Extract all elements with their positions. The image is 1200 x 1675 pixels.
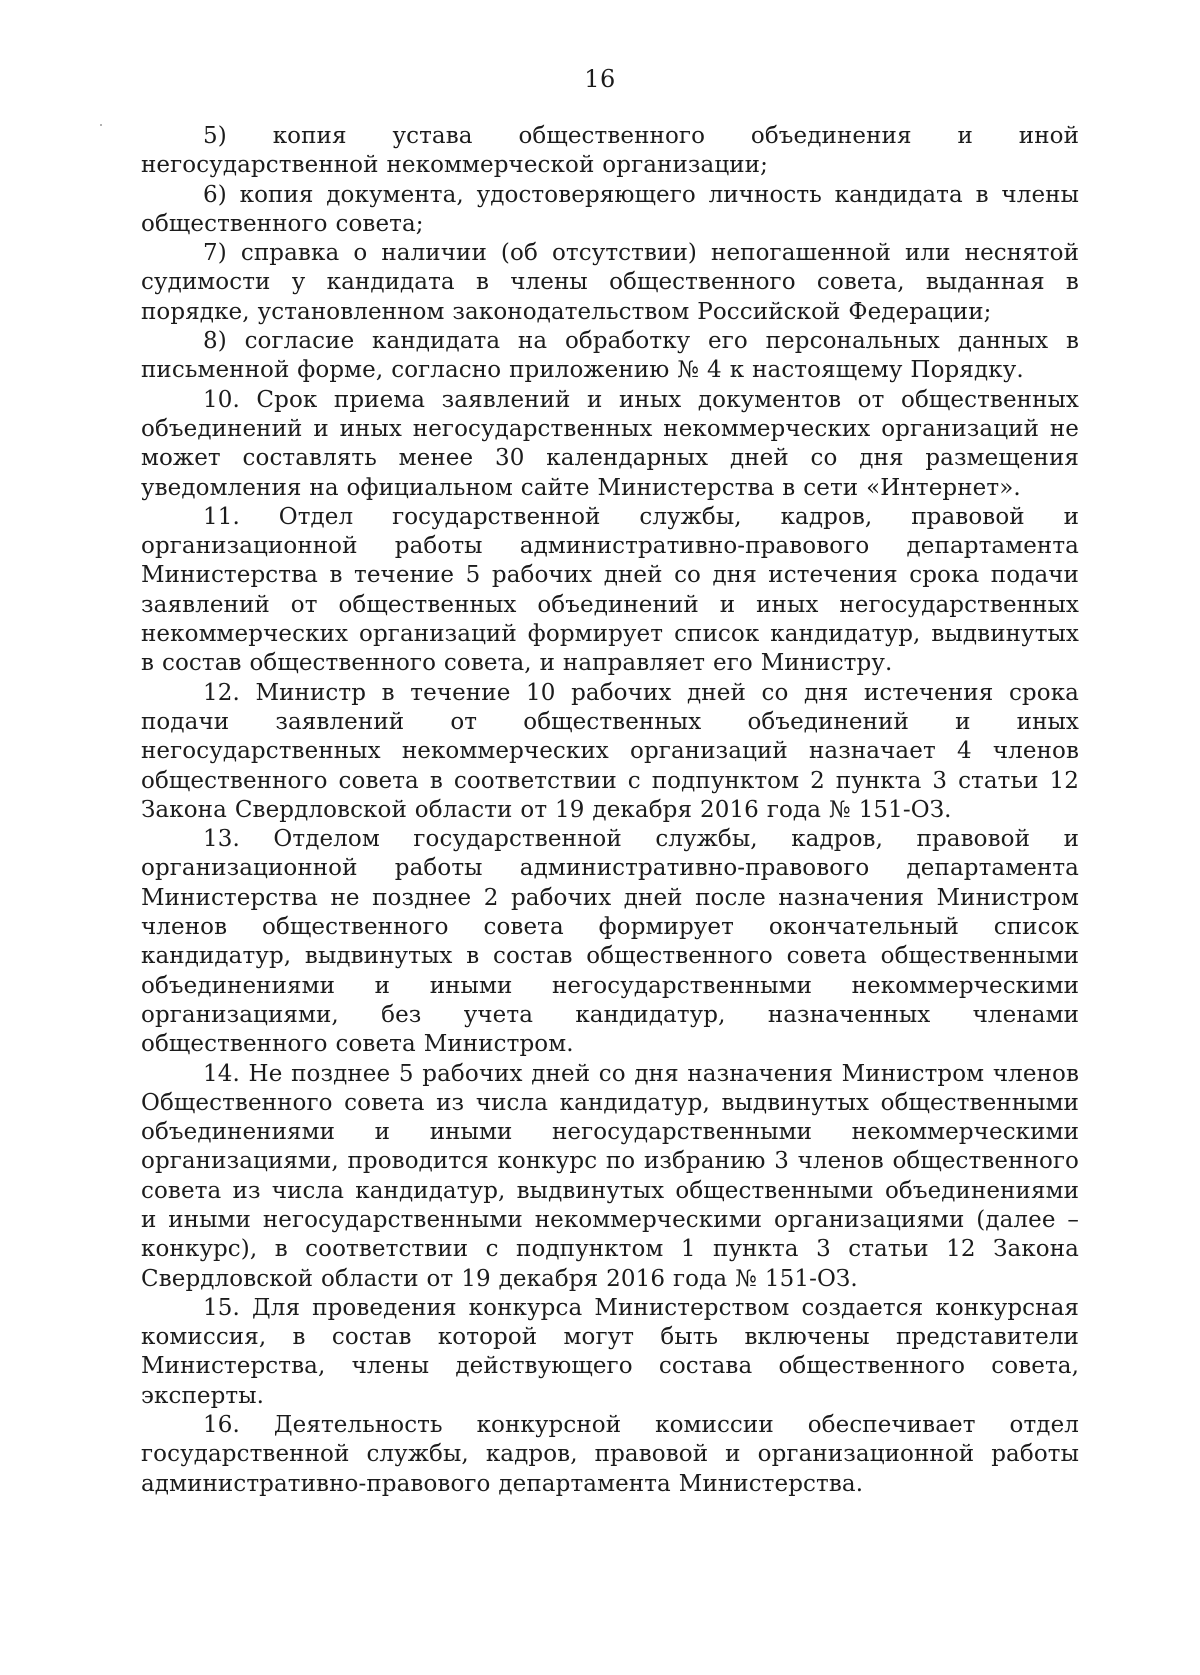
page-number: 16 (584, 65, 616, 93)
paragraph-section-12: 12. Министр в течение 10 рабочих дней со дня истечения срока подачи заявлений от общественных объединений и иных негосударственных некоммерческих организаций назначает 4 членов общественного совета в соответствии с подпунктом 2 пункта 3 статьи 12 Закона Свердловской области от 19 декабря 2016 года № 151-ОЗ. (141, 679, 1079, 823)
paragraph-item-8: 8) согласие кандидата на обработку его персональных данных в письменной форме, согласно приложению № 4 к настоящему Порядку. (141, 328, 1079, 384)
paragraph-section-13: 13. Отделом государственной службы, кадров, правовой и организационной работы административно-правового департамента Министерства не позднее 2 рабочих дней после назначения Министром членов общественного совета формирует окончательный список кандидатур, выдвинутых в состав общественного совета общественными объединениями и иными негосударственными некоммерческими организациями, без учета кандидатур, назначенных членами общественного совета Министром. (141, 826, 1079, 1058)
paragraph-item-7: 7) справка о наличии (об отсутствии) непогашенной или неснятой судимости у кандидата в члены общественного совета, выданная в порядке, установленном законодательством Российской Федерации; (141, 240, 1079, 325)
document-body (141, 122, 1079, 1499)
paragraph-section-16: 16. Деятельность конкурсной комиссии обеспечивает отдел государственной службы, кадров, правовой и организационной работы административно-правового департамента Министерства. (141, 1412, 1079, 1497)
paragraph-section-15: 15. Для проведения конкурса Министерством создается конкурсная комиссия, в состав которой могут быть включены представители Министерства, члены действующего состава общественного совета, эксперты. (141, 1294, 1079, 1409)
paragraph-section-14: 14. Не позднее 5 рабочих дней со дня назначения Министром членов Общественного совета из числа кандидатур, выдвинутых общественными объединениями и иными негосударственными некоммерческими организациями, проводится конкурс по избранию 3 членов общественного совета из числа кандидатур, выдвинутых общественными объединениями и иными негосударственными некоммерческими организациями (далее – конкурс), в соответствии с подпунктом 1 пункта 3 статьи 12 Закона Свердловской области от 19 декабря 2016 года № 151-ОЗ. (141, 1060, 1079, 1292)
scan-speck (100, 124, 102, 126)
paragraph-item-6: 6) копия документа, удостоверяющего личность кандидата в члены общественного совета; (141, 181, 1079, 237)
paragraph-section-11: 11. Отдел государственной службы, кадров, правовой и организационной работы административно-правового департамента Министерства в течение 5 рабочих дней со дня истечения срока подачи заявлений от общественных объединений и иных негосударственных некоммерческих организаций формирует список кандидатур, выдвинутых в состав общественного совета, и направляет его Министру. (141, 503, 1079, 677)
paragraph-section-10: 10. Срок приема заявлений и иных документов от общественных объединений и иных негосударственных некоммерческих организаций не может составлять менее 30 календарных дней со дня размещения уведомления на официальном сайте Министерства в сети «Интернет». (141, 386, 1079, 501)
paragraph-item-5: 5) копия устава общественного объединения и иной негосударственной некоммерческой организации; (141, 123, 1079, 179)
